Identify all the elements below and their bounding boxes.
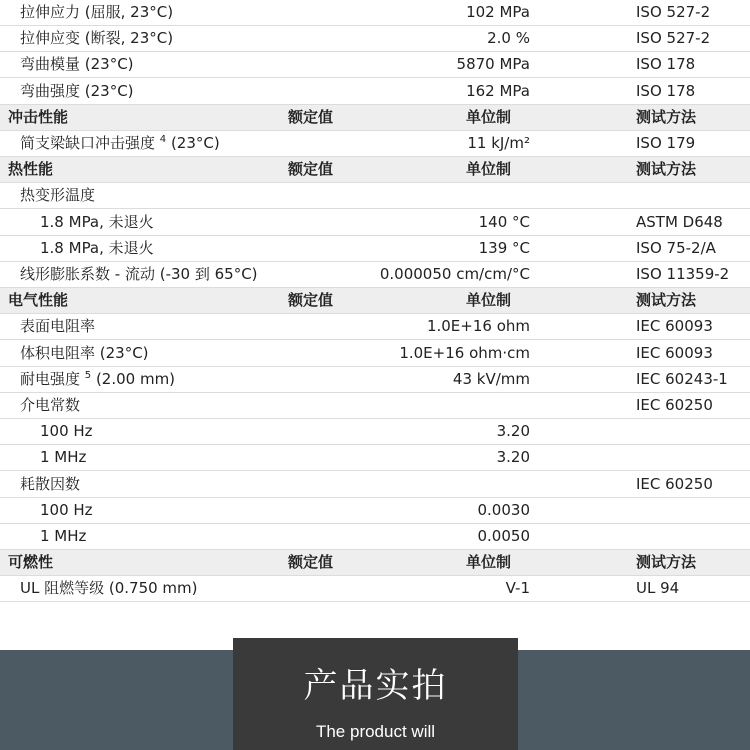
table-row	[0, 393, 750, 419]
column-rated: 额定值	[288, 291, 334, 310]
property-value: 0.0030	[477, 500, 530, 519]
table-row	[0, 52, 750, 78]
property-name: 简支梁缺口冲击强度 $^4$ (23°C)	[20, 134, 220, 152]
section-header	[0, 157, 750, 183]
test-method: ISO 178	[636, 81, 696, 100]
banner-title: 产品实拍	[303, 666, 448, 706]
property-name: 耐电强度 $^5$ (2.00 mm)	[20, 369, 176, 388]
test-method: IEC 60243-1	[636, 369, 728, 388]
property-value: 139 °C	[478, 238, 530, 257]
property-name: 弯曲强度 (23°C)	[20, 81, 134, 100]
test-method: ASTM D648	[636, 212, 723, 231]
table-row	[0, 498, 750, 524]
column-test-method: 测试方法	[636, 553, 697, 572]
table-row	[0, 131, 750, 157]
test-method: ISO 75-2/A	[636, 238, 716, 257]
property-name: 100 Hz	[40, 422, 93, 441]
table-row	[0, 445, 750, 471]
test-method: ISO 527-2	[636, 3, 711, 21]
property-name: 耗散因数	[20, 474, 81, 493]
section-header	[0, 105, 750, 131]
property-value: 0.0050	[477, 527, 530, 545]
property-name: 1 MHz	[40, 527, 87, 545]
table-row	[0, 472, 750, 498]
table-row	[0, 524, 750, 550]
table-row	[0, 79, 750, 105]
property-name: 1 MHz	[40, 448, 87, 467]
table-row	[0, 183, 750, 209]
test-method: IEC 60093	[636, 343, 713, 362]
property-name: 1.8 MPa, 未退火	[40, 238, 154, 257]
test-method: UL 94	[636, 579, 680, 598]
table-row	[0, 236, 750, 262]
property-value: 3.20	[496, 422, 530, 441]
table-row	[0, 341, 750, 367]
property-name: 1.8 MPa, 未退火	[40, 212, 154, 231]
product-photo-banner	[233, 638, 518, 750]
property-name: 线形膨胀系数 - 流动 (-30 到 65°C)	[20, 265, 258, 283]
table-row	[0, 314, 750, 340]
column-unit: 单位制	[466, 107, 512, 126]
section-title: 可燃性	[8, 553, 54, 572]
banner-subtitle: The product will	[315, 722, 436, 741]
section-title: 电气性能	[8, 291, 69, 310]
property-name: 热变形温度	[20, 186, 96, 205]
table-row	[0, 262, 750, 288]
section-title: 冲击性能	[8, 107, 69, 126]
column-rated: 额定值	[288, 553, 334, 572]
property-value: 3.20	[496, 448, 530, 467]
test-method: ISO 527-2	[636, 29, 711, 48]
column-rated: 额定值	[288, 107, 334, 126]
footnote-marker: 4	[159, 134, 167, 145]
section-header	[0, 550, 750, 576]
column-unit: 单位制	[466, 160, 512, 179]
test-method: IEC 60250	[636, 474, 713, 493]
table-row	[0, 0, 750, 26]
property-name: 体积电阻率 (23°C)	[20, 343, 149, 362]
property-value: 140 °C	[478, 212, 530, 231]
test-method: ISO 11359-2	[636, 265, 730, 283]
property-value: 162 MPa	[466, 81, 530, 100]
property-value: 1.0E+16 ohm·cm	[399, 343, 530, 362]
property-value: 43 kV/mm	[452, 369, 530, 388]
property-value: 2.0 %	[487, 29, 530, 48]
property-name: 拉伸应力 (屈服, 23°C)	[20, 3, 174, 21]
test-method: ISO 178	[636, 55, 696, 74]
column-rated: 额定值	[288, 160, 334, 179]
property-value: V-1	[505, 579, 530, 598]
table-row	[0, 367, 750, 393]
test-method: IEC 60250	[636, 396, 713, 414]
property-name: 介电常数	[20, 396, 81, 414]
test-method: IEC 60093	[636, 317, 713, 336]
property-value: 5870 MPa	[456, 55, 530, 74]
test-method: ISO 179	[636, 134, 696, 152]
property-value: 0.000050 cm/cm/°C	[379, 265, 530, 283]
column-unit: 单位制	[466, 553, 512, 572]
section-title: 热性能	[8, 160, 54, 179]
section-header	[0, 288, 750, 314]
column-test-method: 测试方法	[636, 107, 697, 126]
table-row	[0, 210, 750, 236]
table-row	[0, 419, 750, 445]
table-row	[0, 26, 750, 52]
property-value: 11 kJ/m²	[467, 134, 530, 152]
column-test-method: 测试方法	[636, 291, 697, 310]
footnote-marker: 5	[84, 369, 92, 381]
column-test-method: 测试方法	[636, 160, 697, 179]
property-name: 拉伸应变 (断裂, 23°C)	[20, 29, 174, 48]
property-value: 102 MPa	[466, 3, 530, 21]
table-row	[0, 576, 750, 602]
property-name: 100 Hz	[40, 500, 93, 519]
property-name: 表面电阻率	[20, 317, 96, 336]
property-value: 1.0E+16 ohm	[426, 317, 530, 336]
property-name: UL 阻燃等级 (0.750 mm)	[20, 579, 198, 598]
property-name: 弯曲模量 (23°C)	[20, 55, 134, 74]
column-unit: 单位制	[466, 291, 512, 310]
